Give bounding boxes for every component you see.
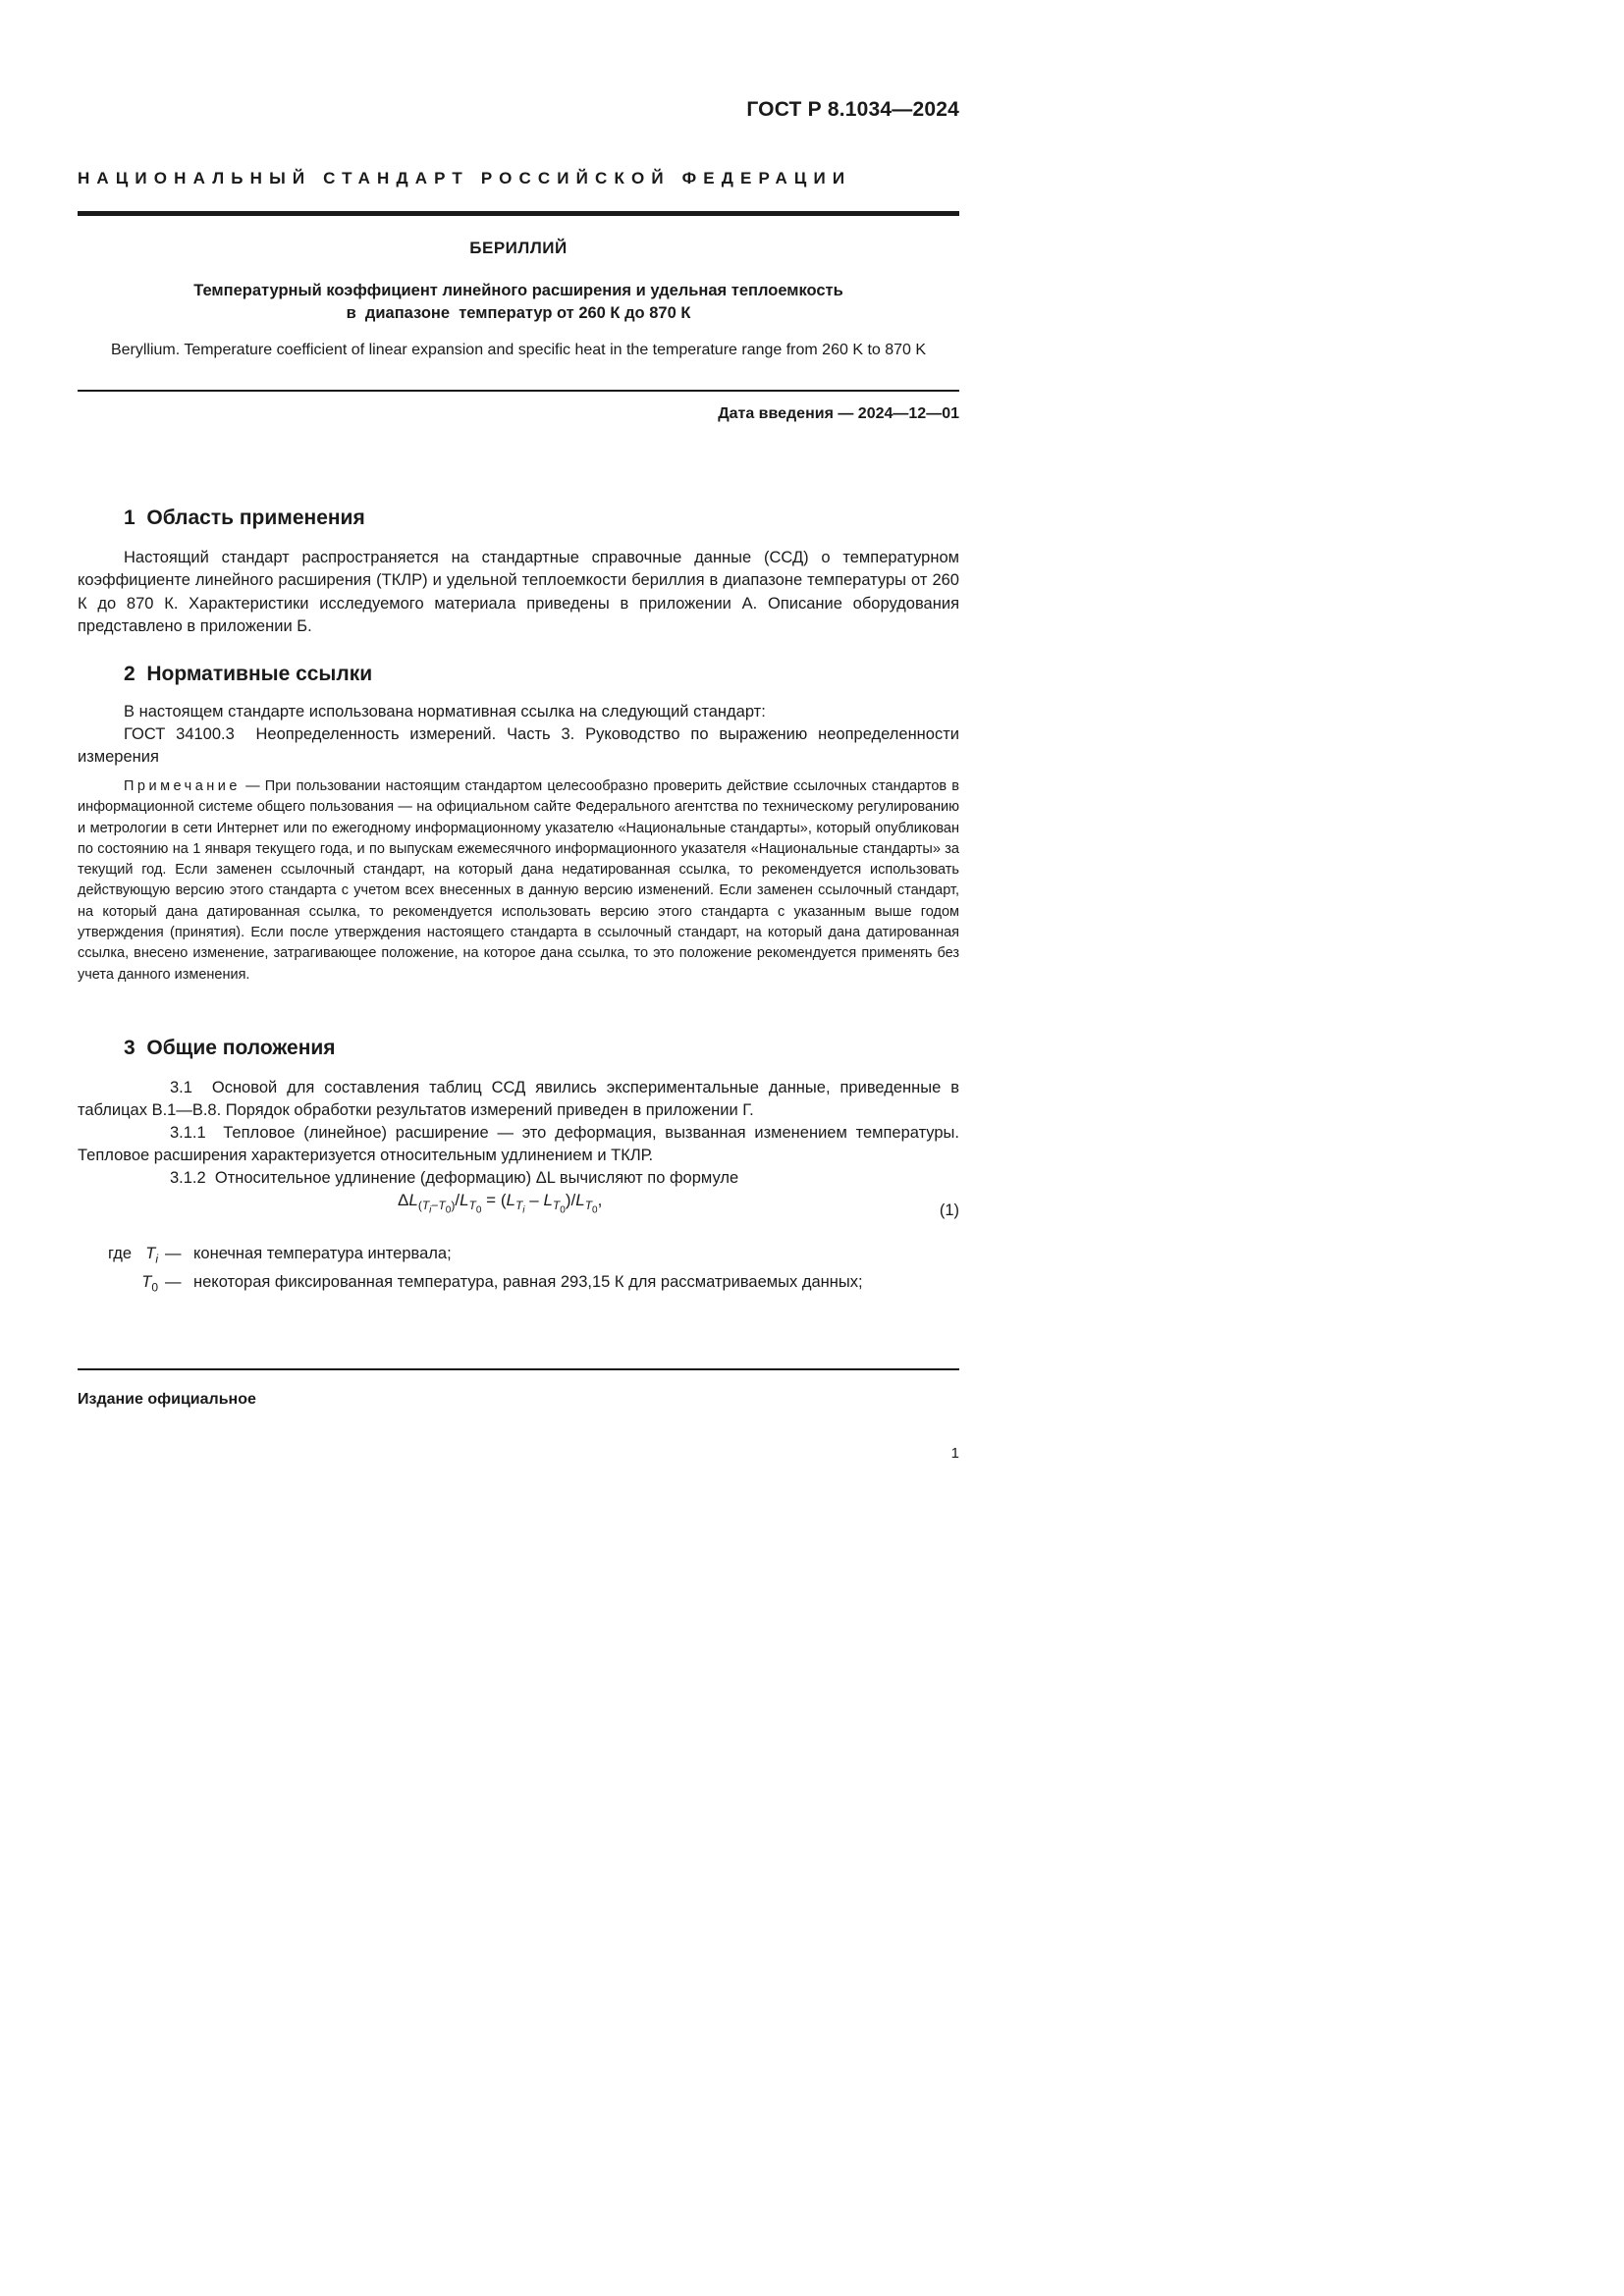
formula-t: T: [421, 1199, 430, 1213]
document-subtitle: [78, 280, 959, 325]
title-divider: [78, 390, 959, 392]
formula-l: L: [543, 1191, 553, 1209]
section-2-heading: [124, 663, 372, 686]
formula-minus: –: [524, 1191, 544, 1209]
paragraph-3-1-1-number: 3.1.1: [170, 1124, 206, 1142]
normative-reference: ГОСТ 34100.3 Неопределенность измерений. Часть 3. Руководство по выражению неопределенности измерения: [78, 725, 964, 767]
note-label: Примечание: [124, 778, 241, 794]
header-divider: [78, 211, 959, 216]
formula-l: L: [408, 1191, 418, 1209]
paragraph-3-1-2-text: Относительное удлинение (деформацию) ΔL вычисляют по формуле: [214, 1169, 739, 1187]
formula-zero: 0: [475, 1204, 482, 1216]
formula-zero: 0: [592, 1204, 598, 1216]
formula-slash: /: [570, 1191, 576, 1209]
symbol-t: T: [145, 1245, 156, 1262]
paragraph-3-1-number: 3.1: [170, 1079, 192, 1096]
formula-close-paren: ): [565, 1191, 571, 1209]
where-item-1-symbol: [0, 1245, 158, 1268]
where-item-2-symbol: [0, 1273, 158, 1297]
section-2-intro: В настоящем стандарте использована нормативная ссылка на следующий стандарт:: [124, 703, 766, 721]
formula-l: L: [506, 1191, 515, 1209]
formula-minus: −: [431, 1199, 439, 1213]
formula-equals: =: [481, 1191, 501, 1209]
formula-1: [398, 1191, 602, 1216]
formula-close-paren: ): [451, 1199, 456, 1213]
paragraph-3-1-text: Основой для составления таблиц ССД явились экспериментальные данные, приведенные в таблицах В.1—В.8. Порядок обработки результатов измерений приведен в приложении Г.: [78, 1079, 960, 1120]
symbol-t: T: [141, 1273, 152, 1291]
formula-t: T: [584, 1199, 593, 1213]
paragraph-3-1-1: [78, 1122, 959, 1168]
formula-t: T: [552, 1199, 561, 1213]
formula-t: T: [468, 1199, 476, 1213]
standard-code: ГОСТ Р 8.1034—2024: [746, 98, 959, 121]
formula-i: i: [429, 1204, 432, 1216]
formula-i: i: [522, 1204, 525, 1216]
subtitle-line-1: Температурный коэффициент линейного расширения и удельная теплоемкость: [193, 282, 843, 299]
note-block: [78, 776, 959, 986]
where-item-1-dash: —: [165, 1245, 182, 1262]
formula-slash: /: [455, 1191, 460, 1209]
equation-number: (1): [939, 1201, 959, 1219]
note-text: — При пользовании настоящим стандартом целесообразно проверить действие ссылочных стандартов в информационной системе общего пользования — на официальном сайте Федерального агентства по техническому регулированию и метрологии в сети Интернет или по ежегодному информационному указателю «Национальные стандарты», который опубликован по состоянию на 1 января текущего года, и по выпускам ежемесячного информационного указателя «Национальные стандарты» за текущий год. Если заменен ссылочный стандарт, на который дана недатированная ссылка, то рекомендуется использовать действующую версию этого стандарта с учетом всех внесенных в данную версию изменений. Если заменен ссылочный стандарт, на который дана датированная ссылка, то рекомендуется использовать версию этого стандарта с указанным выше годом утверждения (принятия). Если после утверждения настоящего стандарта в ссылочный стандарт, на который дана датированная ссылка, внесено изменение, затрагивающее положение, на которое дана ссылка, то это положение рекомендуется применять без учета данного изменения.: [78, 778, 959, 983]
where-item-2-dash: —: [165, 1273, 182, 1291]
formula-open-paren: (: [417, 1199, 422, 1213]
symbol-sub-0: 0: [151, 1280, 158, 1295]
section-1-title: Область применения: [146, 507, 365, 529]
paragraph-3-1-2-number: 3.1.2: [170, 1169, 206, 1187]
where-intro: где: [108, 1245, 133, 1262]
section-2-title: Нормативные ссылки: [146, 663, 373, 685]
formula-l: L: [575, 1191, 585, 1209]
formula-comma: ,: [597, 1191, 603, 1209]
formula-open-paren: (: [500, 1191, 507, 1209]
official-edition-label: Издание официальное: [78, 1391, 256, 1408]
page-number: 1: [950, 1445, 959, 1462]
formula-l: L: [460, 1191, 469, 1209]
formula-delta: Δ: [398, 1191, 409, 1209]
formula-t: T: [438, 1199, 446, 1213]
english-title: Beryllium. Temperature coefficient of linear expansion and specific heat in the temperature range from 260 K to 870 K: [110, 342, 927, 358]
paragraph-3-1-2: [78, 1167, 959, 1190]
national-standard-banner: НАЦИОНАЛЬНЫЙ СТАНДАРТ РОССИЙСКОЙ ФЕДЕРАЦИИ: [78, 169, 852, 187]
paragraph-3-1: [78, 1077, 959, 1123]
section-2-number: 2: [124, 663, 135, 685]
section-3-title: Общие положения: [146, 1037, 336, 1059]
subtitle-line-2: в диапазоне температур от 260 К до 870 К: [346, 304, 691, 322]
footer-divider: [78, 1368, 959, 1370]
introduction-date: Дата введения — 2024—12—01: [718, 405, 959, 422]
section-3-heading: [124, 1037, 336, 1060]
formula-zero: 0: [445, 1204, 452, 1216]
section-1-text: Настоящий стандарт распространяется на стандартные справочные данные (ССД) о температурном коэффициенте линейного расширения (ТКЛР) и удельной теплоемкости бериллия в диапазоне температуры от 260 К до 870 К. Характеристики исследуемого материала приведены в приложении А. Описание оборудования представлено в приложении Б.: [78, 549, 959, 635]
formula-t: T: [514, 1199, 523, 1213]
symbol-sub-i: i: [155, 1252, 158, 1266]
section-1-number: 1: [124, 507, 135, 529]
document-page: [0, 0, 1080, 1526]
section-1-heading: [124, 507, 365, 530]
document-title: БЕРИЛЛИЙ: [469, 239, 568, 257]
where-item-2-text: некоторая фиксированная температура, равная 293,15 К для рассматриваемых данных;: [193, 1273, 863, 1291]
section-3-number: 3: [124, 1037, 135, 1059]
formula-zero: 0: [560, 1204, 566, 1216]
formula-sub-interval: [417, 1199, 456, 1216]
paragraph-3-1-1-text: Тепловое (линейное) расширение — это деформация, вызванная изменением температуры. Тепловое расширения характеризуется относительным удлинением и ТКЛР.: [78, 1124, 959, 1165]
where-item-1-text: конечная температура интервала;: [193, 1245, 452, 1262]
